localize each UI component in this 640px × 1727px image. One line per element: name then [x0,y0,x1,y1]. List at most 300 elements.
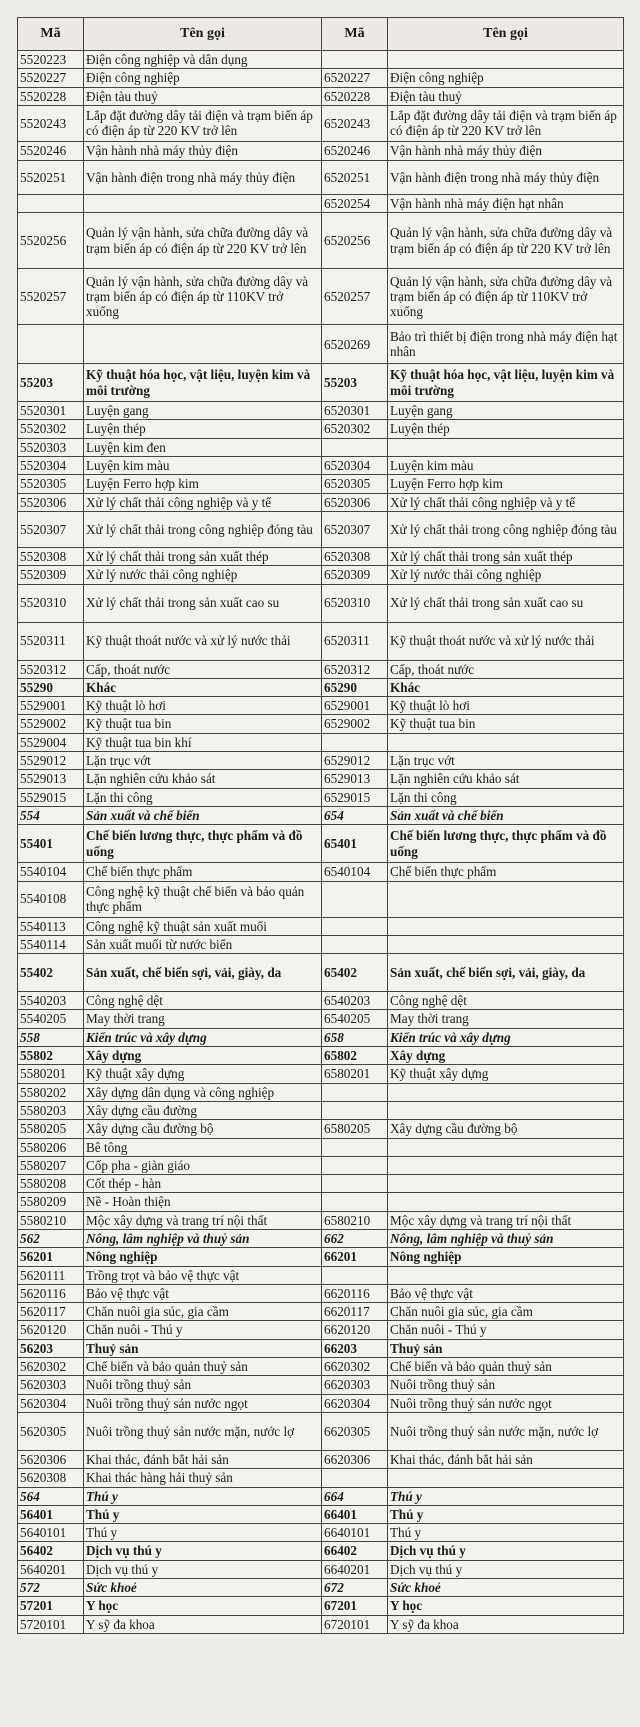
table-row [18,1175,624,1193]
name-cell-right [388,438,624,456]
name-cell-right: Xử lý chất thải trong công nghiệp đóng tàu [388,511,624,547]
table-row [18,1065,624,1083]
name-cell-left: Y sỹ đa khoa [84,1615,322,1633]
code-cell-left: 558 [18,1028,84,1046]
name-cell-right: Kiến trúc và xây dựng [388,1028,624,1046]
name-cell-left: Luyện gang [84,402,322,420]
table-row [18,51,624,69]
name-cell-right: Thuỷ sản [388,1339,624,1357]
name-cell-right: Kỹ thuật xây dựng [388,1065,624,1083]
table-row [18,364,624,402]
name-cell-left: Y học [84,1597,322,1615]
table-row [18,141,624,160]
table-row [18,1010,624,1028]
name-cell-left: Dịch vụ thú y [84,1560,322,1578]
name-cell-left: Chăn nuôi gia súc, gia cầm [84,1303,322,1321]
name-cell-right: Bảo trì thiết bị điện trong nhà máy điện hạt nhân [388,325,624,364]
code-cell-right: 6520307 [322,511,388,547]
code-cell-right: 6520304 [322,457,388,475]
name-cell-right: Luyện gang [388,402,624,420]
name-cell-left: Kỹ thuật tua bin khí [84,733,322,751]
code-cell-left: 5520309 [18,566,84,584]
table-row [18,325,624,364]
name-cell-left: Vận hành nhà máy thủy điện [84,141,322,160]
name-cell-left: Khai thác hàng hải thuỷ sản [84,1469,322,1487]
table-row [18,622,624,660]
code-cell-left: 5520256 [18,213,84,269]
table-row [18,1469,624,1487]
table-row [18,1542,624,1560]
name-cell-left: Xử lý chất thải trong sản xuất thép [84,547,322,565]
name-cell-right: Điện tàu thuỷ [388,87,624,105]
name-cell-right [388,935,624,953]
name-cell-left: Điện công nghiệp và dân dụng [84,51,322,69]
code-cell-right [322,1469,388,1487]
code-cell-right [322,881,388,917]
code-cell-right: 66201 [322,1248,388,1266]
code-cell-right: 6520257 [322,269,388,325]
header-code-level6: Mã [322,18,388,51]
name-cell-right [388,917,624,935]
name-cell-right: Nuôi trồng thuỷ sản nước ngọt [388,1394,624,1412]
table-row [18,917,624,935]
code-cell-right: 6520228 [322,87,388,105]
code-cell-left: 5520302 [18,420,84,438]
table-row [18,1266,624,1284]
name-cell-left: Kỹ thuật lò hơi [84,697,322,715]
code-cell-left: 5580206 [18,1138,84,1156]
name-cell-right: Chế biến và bảo quản thuỷ sản [388,1358,624,1376]
code-cell-right [322,1193,388,1211]
name-cell-right [388,1193,624,1211]
code-cell-right: 664 [322,1487,388,1505]
table-row [18,1047,624,1065]
code-cell-right: 6620302 [322,1358,388,1376]
code-cell-left [18,194,84,212]
occupation-code-table [17,17,624,1634]
name-cell-left: Xử lý nước thải công nghiệp [84,566,322,584]
code-cell-right: 6580205 [322,1120,388,1138]
code-cell-right: 6520227 [322,69,388,87]
name-cell-left: Chế biến thực phẩm [84,863,322,881]
code-cell-left: 5580203 [18,1101,84,1119]
table-row [18,752,624,770]
name-cell-right [388,51,624,69]
table-row [18,660,624,678]
code-cell-left: 5580210 [18,1211,84,1229]
code-cell-right: 662 [322,1229,388,1247]
name-cell-left: Trồng trọt và bảo vệ thực vật [84,1266,322,1284]
table-row [18,402,624,420]
table-row [18,788,624,806]
code-cell-right: 6520269 [322,325,388,364]
name-cell-left: Thuỷ sản [84,1339,322,1357]
name-cell-right: Kỹ thuật lò hơi [388,697,624,715]
table-header-row [18,18,624,51]
code-cell-right [322,733,388,751]
code-cell-right: 6540104 [322,863,388,881]
name-cell-left: Luyện kim màu [84,457,322,475]
code-cell-left: 5580205 [18,1120,84,1138]
table-row [18,1321,624,1339]
table-row [18,1524,624,1542]
code-cell-right: 6620305 [322,1412,388,1450]
name-cell-right [388,733,624,751]
name-cell-right: Mộc xây dựng và trang trí nội thất [388,1211,624,1229]
code-cell-left [18,325,84,364]
name-cell-right [388,881,624,917]
table-row [18,194,624,212]
name-cell-right: Nuôi trồng thuỷ sản nước mặn, nước lợ [388,1412,624,1450]
table-row [18,1579,624,1597]
name-cell-right: Xử lý chất thải công nghiệp và y tế [388,493,624,511]
name-cell-right: Dịch vụ thú y [388,1560,624,1578]
code-cell-right: 6540205 [322,1010,388,1028]
code-cell-left: 5520251 [18,160,84,194]
code-cell-left: 5529015 [18,788,84,806]
code-cell-right [322,1138,388,1156]
table-row [18,475,624,493]
name-cell-left: Thú y [84,1505,322,1523]
name-cell-left: Nông nghiệp [84,1248,322,1266]
name-cell-left: Bảo vệ thực vật [84,1284,322,1302]
name-cell-left: Sản xuất, chế biến sợi, vải, giày, da [84,954,322,992]
name-cell-right [388,1175,624,1193]
name-cell-left: Kỹ thuật xây dựng [84,1065,322,1083]
name-cell-left: Xây dựng cầu đường bộ [84,1120,322,1138]
code-cell-left: 564 [18,1487,84,1505]
table-row [18,770,624,788]
name-cell-left: Chế biến và bảo quản thuỷ sản [84,1358,322,1376]
code-cell-right: 6529002 [322,715,388,733]
name-cell-left [84,194,322,212]
name-cell-right: Điện công nghiệp [388,69,624,87]
code-cell-left: 5620120 [18,1321,84,1339]
name-cell-right: Chăn nuôi gia súc, gia cầm [388,1303,624,1321]
table-row [18,697,624,715]
table-row [18,69,624,87]
table-row [18,881,624,917]
code-cell-right: 6640101 [322,1524,388,1542]
code-cell-left: 5620308 [18,1469,84,1487]
code-cell-left: 55401 [18,825,84,863]
table-row [18,806,624,824]
code-cell-right [322,1101,388,1119]
code-cell-right: 6529015 [322,788,388,806]
name-cell-left: Xây dựng dân dụng và công nghiệp [84,1083,322,1101]
code-cell-right: 6520256 [322,213,388,269]
code-cell-right [322,935,388,953]
table-row [18,1487,624,1505]
table-row [18,733,624,751]
code-cell-right: 654 [322,806,388,824]
name-cell-right: Luyện thép [388,420,624,438]
code-cell-right: 658 [322,1028,388,1046]
table-row [18,1083,624,1101]
code-cell-right: 6520301 [322,402,388,420]
code-cell-left: 572 [18,1579,84,1597]
name-cell-left: Sản xuất và chế biến [84,806,322,824]
code-cell-left: 5520312 [18,660,84,678]
table-row [18,511,624,547]
name-cell-right: Lặn trục vớt [388,752,624,770]
code-cell-left: 5520310 [18,584,84,622]
name-cell-right [388,1266,624,1284]
name-cell-right: Xử lý nước thải công nghiệp [388,566,624,584]
code-cell-left: 5540104 [18,863,84,881]
name-cell-left: Xử lý chất thải trong sản xuất cao su [84,584,322,622]
name-cell-left: Nề - Hoàn thiện [84,1193,322,1211]
name-cell-left: Cốp pha - giàn giáo [84,1156,322,1174]
table-row [18,1560,624,1578]
name-cell-left: Xây dựng cầu đường [84,1101,322,1119]
name-cell-right [388,1083,624,1101]
table-row [18,547,624,565]
name-cell-right [388,1101,624,1119]
code-cell-right: 6520243 [322,105,388,141]
name-cell-left: Khác [84,678,322,696]
code-cell-right: 6620304 [322,1394,388,1412]
name-cell-right: Sản xuất và chế biến [388,806,624,824]
code-cell-right: 6640201 [322,1560,388,1578]
table-row [18,863,624,881]
code-cell-right: 672 [322,1579,388,1597]
code-cell-right: 65802 [322,1047,388,1065]
table-row [18,1028,624,1046]
name-cell-left: Bê tông [84,1138,322,1156]
table-row [18,1284,624,1302]
name-cell-right: Chăn nuôi - Thú y [388,1321,624,1339]
code-cell-right: 6620303 [322,1376,388,1394]
table-row [18,1248,624,1266]
code-cell-right: 67201 [322,1597,388,1615]
table-row [18,1101,624,1119]
name-cell-left: Chế biến lương thực, thực phẩm và đồ uống [84,825,322,863]
code-cell-left: 5529001 [18,697,84,715]
code-cell-right: 6620120 [322,1321,388,1339]
code-cell-left: 5520301 [18,402,84,420]
code-cell-right: 6529013 [322,770,388,788]
name-cell-right: Luyện kim màu [388,457,624,475]
code-cell-left: 562 [18,1229,84,1247]
code-cell-right: 6520305 [322,475,388,493]
code-cell-left: 5620111 [18,1266,84,1284]
code-cell-left: 5640201 [18,1560,84,1578]
table-row [18,213,624,269]
name-cell-right [388,1156,624,1174]
code-cell-right: 6520310 [322,584,388,622]
name-cell-right: Y sỹ đa khoa [388,1615,624,1633]
code-cell-left: 5540108 [18,881,84,917]
name-cell-right: Dịch vụ thú y [388,1542,624,1560]
name-cell-left: Thú y [84,1487,322,1505]
code-cell-left: 55203 [18,364,84,402]
code-cell-right: 6580210 [322,1211,388,1229]
table-row [18,1358,624,1376]
name-cell-right: Kỹ thuật tua bin [388,715,624,733]
code-cell-left: 5520308 [18,547,84,565]
code-cell-left: 5620116 [18,1284,84,1302]
name-cell-left: Cốt thép - hàn [84,1175,322,1193]
code-cell-right [322,1083,388,1101]
table-row [18,160,624,194]
name-cell-left: Điện công nghiệp [84,69,322,87]
name-cell-right: Y học [388,1597,624,1615]
name-cell-right: Bảo vệ thực vật [388,1284,624,1302]
code-cell-left: 5520223 [18,51,84,69]
code-cell-left: 5529012 [18,752,84,770]
code-cell-left: 5520303 [18,438,84,456]
code-cell-right: 6520308 [322,547,388,565]
name-cell-right: Nông, lâm nghiệp và thuỷ sản [388,1229,624,1247]
table-row [18,715,624,733]
name-cell-left: Luyện kim đen [84,438,322,456]
code-cell-right: 6520246 [322,141,388,160]
table-row [18,438,624,456]
table-row [18,954,624,992]
name-cell-left: Sản xuất muối từ nước biển [84,935,322,953]
table-row [18,566,624,584]
name-cell-right: Xử lý chất thải trong sản xuất thép [388,547,624,565]
code-cell-left: 5529002 [18,715,84,733]
code-cell-right [322,1266,388,1284]
table-row [18,1505,624,1523]
name-cell-right: Xử lý chất thải trong sản xuất cao su [388,584,624,622]
table-row [18,1339,624,1357]
table-row [18,935,624,953]
name-cell-left: Kỹ thuật thoát nước và xử lý nước thải [84,622,322,660]
code-cell-right [322,51,388,69]
code-cell-left: 5520246 [18,141,84,160]
code-cell-left: 55802 [18,1047,84,1065]
name-cell-left: Quản lý vận hành, sửa chữa đường dây và trạm biến áp có điện áp từ 110KV trở xuống [84,269,322,325]
table-row [18,1597,624,1615]
code-cell-left: 554 [18,806,84,824]
name-cell-left: Nuôi trồng thuỷ sản [84,1376,322,1394]
table-row [18,678,624,696]
name-cell-right: Khác [388,678,624,696]
table-body [18,51,624,1634]
code-cell-right [322,917,388,935]
code-cell-left: 57201 [18,1597,84,1615]
code-cell-right: 6520251 [322,160,388,194]
table-row [18,1193,624,1211]
name-cell-left: Kiến trúc và xây dựng [84,1028,322,1046]
name-cell-right: Chế biến lương thực, thực phẩm và đồ uống [388,825,624,863]
header-code-level5: Mã [18,18,84,51]
code-cell-right: 6620306 [322,1450,388,1468]
code-cell-left: 56402 [18,1542,84,1560]
name-cell-right: Lặn nghiên cứu khảo sát [388,770,624,788]
name-cell-right: Xây dựng [388,1047,624,1065]
name-cell-left: Nông, lâm nghiệp và thuỷ sản [84,1229,322,1247]
name-cell-right: Quản lý vận hành, sửa chữa đường dây và trạm biến áp có điện áp từ 220 KV trở lên [388,213,624,269]
header-name-level6: Tên gọi [388,18,624,51]
code-cell-left: 5640101 [18,1524,84,1542]
name-cell-right: Nông nghiệp [388,1248,624,1266]
name-cell-right: Luyện Ferro hợp kim [388,475,624,493]
name-cell-right: Xây dựng cầu đường bộ [388,1120,624,1138]
name-cell-left: Chăn nuôi - Thú y [84,1321,322,1339]
code-cell-left: 5520305 [18,475,84,493]
name-cell-left [84,325,322,364]
name-cell-left: Thú y [84,1524,322,1542]
code-cell-left: 5540113 [18,917,84,935]
name-cell-left: Luyện Ferro hợp kim [84,475,322,493]
table-row [18,992,624,1010]
code-cell-left: 56401 [18,1505,84,1523]
code-cell-left: 5620303 [18,1376,84,1394]
code-cell-left: 5520227 [18,69,84,87]
name-cell-left: Nuôi trồng thuỷ sản nước mặn, nước lợ [84,1412,322,1450]
name-cell-right: Lặn thi công [388,788,624,806]
code-cell-right [322,1156,388,1174]
code-cell-left: 55290 [18,678,84,696]
table-row [18,1120,624,1138]
name-cell-left: Công nghệ dệt [84,992,322,1010]
name-cell-left: Điện tàu thuỷ [84,87,322,105]
code-cell-left: 5620302 [18,1358,84,1376]
table-row [18,105,624,141]
name-cell-right: Lắp đặt đường dây tải điện và trạm biến áp có điện áp từ 220 KV trở lên [388,105,624,141]
code-cell-right: 6520312 [322,660,388,678]
code-cell-left: 5580201 [18,1065,84,1083]
table-row [18,1138,624,1156]
table-row [18,1376,624,1394]
code-cell-left: 5520306 [18,493,84,511]
table-row [18,269,624,325]
name-cell-right: Vận hành nhà máy thủy điện [388,141,624,160]
name-cell-left: Công nghệ kỹ thuật sản xuất muối [84,917,322,935]
name-cell-left: Mộc xây dựng và trang trí nội thất [84,1211,322,1229]
code-cell-left: 5620304 [18,1394,84,1412]
code-cell-left: 5580209 [18,1193,84,1211]
name-cell-left: Xử lý chất thải công nghiệp và y tế [84,493,322,511]
name-cell-left: Nuôi trồng thuỷ sản nước ngọt [84,1394,322,1412]
name-cell-right: Chế biến thực phẩm [388,863,624,881]
name-cell-left: Sức khoẻ [84,1579,322,1597]
name-cell-left: Lặn trục vớt [84,752,322,770]
code-cell-right: 66203 [322,1339,388,1357]
code-cell-left: 5520307 [18,511,84,547]
code-cell-left: 55402 [18,954,84,992]
code-cell-left: 56203 [18,1339,84,1357]
code-cell-left: 5520257 [18,269,84,325]
code-cell-left: 56201 [18,1248,84,1266]
name-cell-left: Kỹ thuật tua bin [84,715,322,733]
table-row [18,1303,624,1321]
code-cell-left: 5529013 [18,770,84,788]
header-name-level5: Tên gọi [84,18,322,51]
code-cell-left: 5529004 [18,733,84,751]
code-cell-left: 5540114 [18,935,84,953]
code-cell-left: 5580202 [18,1083,84,1101]
name-cell-left: Khai thác, đánh bắt hải sản [84,1450,322,1468]
code-cell-right: 6529001 [322,697,388,715]
code-cell-left: 5580208 [18,1175,84,1193]
code-cell-right: 6520309 [322,566,388,584]
code-cell-right: 6520254 [322,194,388,212]
name-cell-left: Quản lý vận hành, sửa chữa đường dây và trạm biến áp có điện áp từ 220 KV trở lên [84,213,322,269]
name-cell-right: Nuôi trồng thuỷ sản [388,1376,624,1394]
name-cell-left: Luyện thép [84,420,322,438]
table-row [18,493,624,511]
code-cell-right: 55203 [322,364,388,402]
table-row [18,420,624,438]
name-cell-right: Thú y [388,1505,624,1523]
table-row [18,1156,624,1174]
name-cell-right: Sản xuất, chế biến sợi, vải, giày, da [388,954,624,992]
